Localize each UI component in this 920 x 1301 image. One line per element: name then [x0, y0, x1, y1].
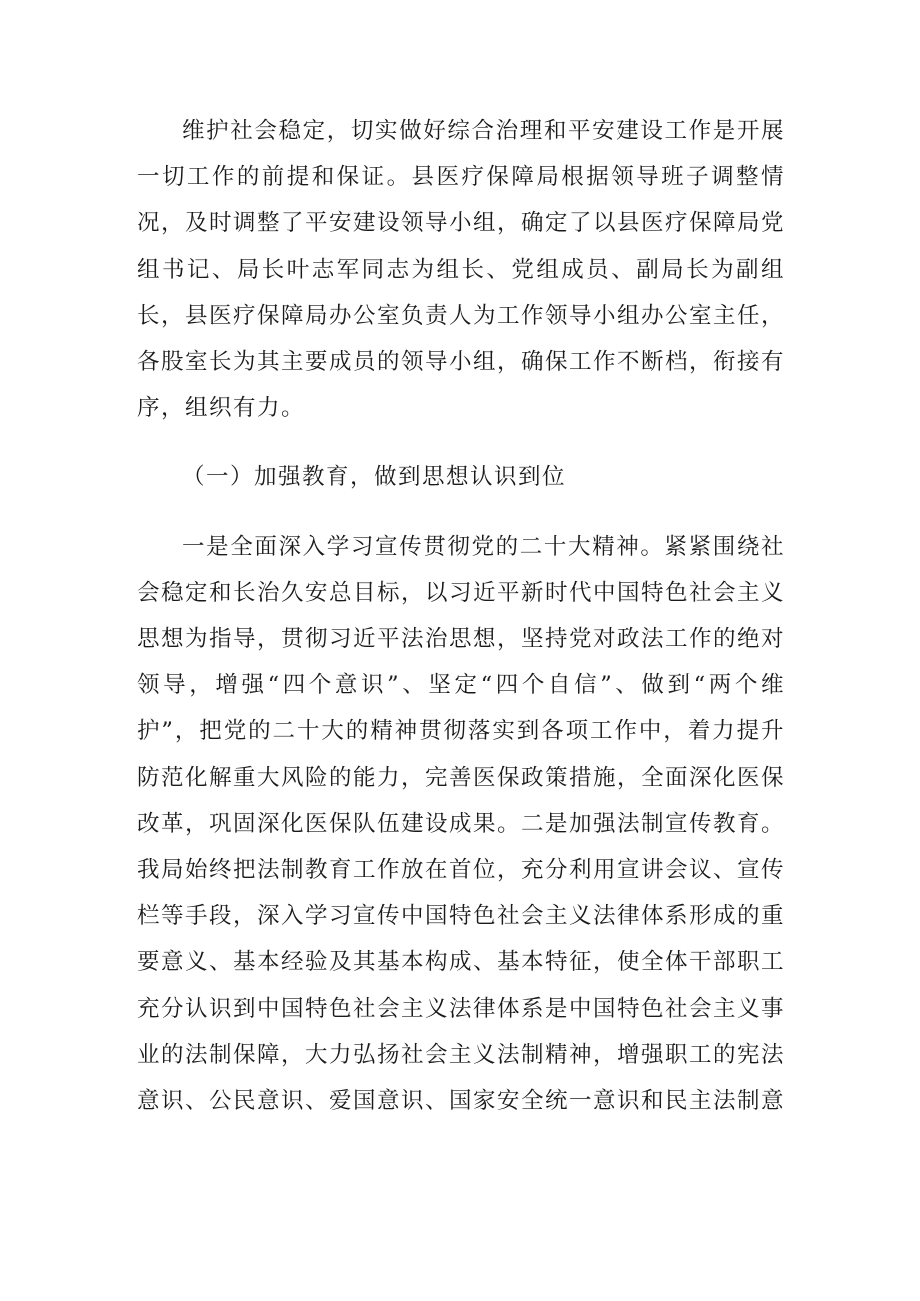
section-heading-education: （一）加强教育，做到思想认识到位	[182, 464, 567, 491]
paragraph-study-and-legal-education: 一是全面深入学习宣传贯彻党的二十大精神。紧紧围绕社会稳定和长治久安总目标，以习近平新时代中国特色社会主义思想为指导，贯彻习近平法治思想，坚持党对政法工作的绝对领导，增强“四个意识”、坚定“四个自信”、做到“两个维护”，把党的二十大的精神贯彻落实到各项工作中，着力提升防范化解重大风险的能力，完善医保政策措施，全面深化医保改革，巩固深化医保队伍建设成果。二是加强法制宣传教育。我局始终把法制教育工作放在首位，充分利用宣讲会议、宣传栏等手段，深入学习宣传中国特色社会主义法律体系形成的重要意义、基本经验及其基本构成、基本特征，使全体干部职工充分认识到中国特色社会主义法律体系是中国特色社会主义事业的法制保障，大力弘扬社会主义法制精神，增强职工的宪法意识、公民意识、爱国意识、国家安全统一意识和民主法制意	[137, 533, 786, 1115]
document-body	[137, 108, 785, 1124]
paragraph-stability-work: 维护社会稳定，切实做好综合治理和平安建设工作是开展一切工作的前提和保证。县医疗保障局根据领导班子调整情况，及时调整了平安建设领导小组，确定了以县医疗保障局党组书记、局长叶志军同志为组长、党组成员、副局长为副组长，县医疗保障局办公室负责人为工作领导小组办公室主任，各股室长为其主要成员的领导小组，确保工作不断档，衔接有序，组织有力。	[137, 118, 786, 422]
